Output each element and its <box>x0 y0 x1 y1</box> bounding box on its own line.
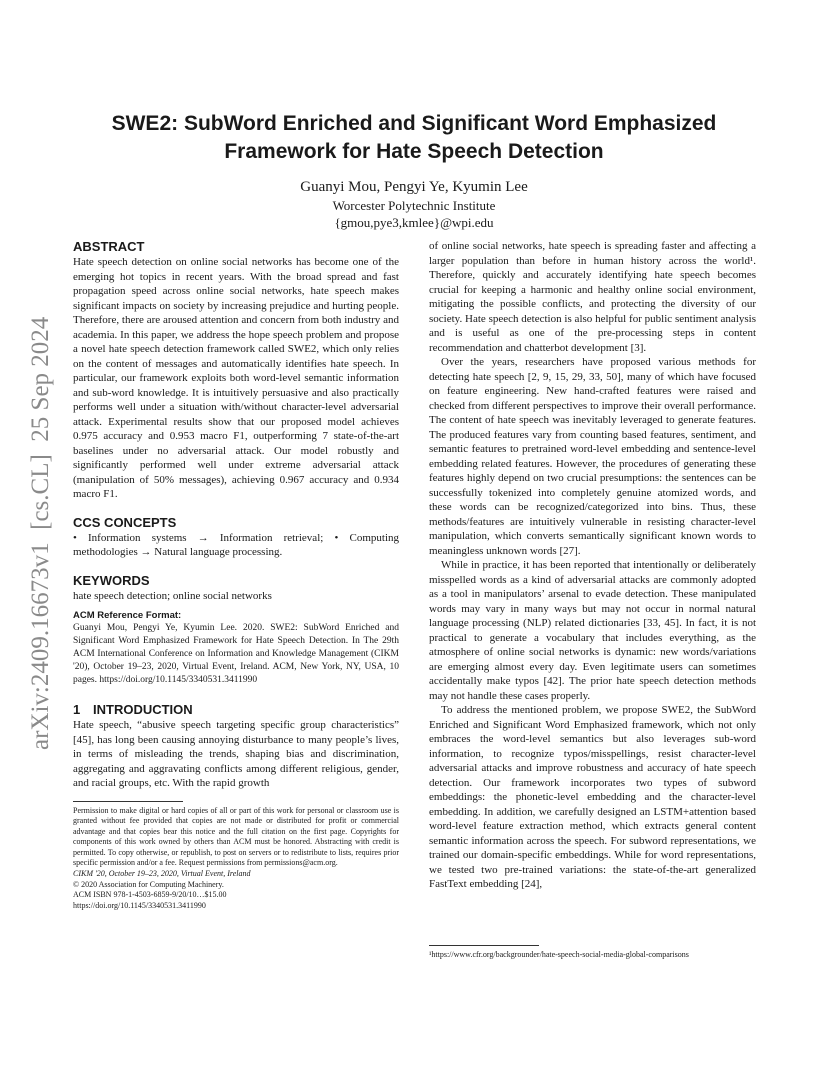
acm-reference <box>73 609 399 687</box>
doi-line: https://doi.org/10.1145/3340531.3411990 <box>73 900 206 910</box>
footnote-rule-right <box>429 945 539 946</box>
email: {gmou,pye3,kmlee}@wpi.edu <box>334 215 494 230</box>
right-paragraph-1: of online social networks, hate speech is spreading faster and affecting a larger population than before in human history across the world¹. Therefore, quickly and accurately identifying hate speech becomes crucial for keeping a harmonic and healthy online social environment, mitigating the possible conflicts, and protecting the diversity of our society. Hate speech detection is also helpful for public sentiment analysis and is useful as one of the pre-processing steps in content recommendation and chatterbot development [3]. <box>429 240 756 354</box>
intro-title: INTRODUCTION <box>93 702 193 717</box>
conference-line: CIKM '20, October 19–23, 2020, Virtual Event, Ireland <box>73 869 251 879</box>
footnote-rule <box>73 801 183 802</box>
intro-paragraph: Hate speech, “abusive speech targeting specific group characteristics” [45], has long been causing annoying disturbance to many people’s lives, in terms of misleading the trends, shaping bias and discrimination, aggregating and aggravating conflicts among different religious, gender, and racial groups, etc. With the rapid growth <box>73 719 399 789</box>
arxiv-id-text: arXiv:2409.16673v1 [cs.CL] 25 Sep 2024 <box>27 316 54 750</box>
right-column <box>429 239 756 892</box>
title-line-1: SWE2: SubWord Enriched and Significant Word Emphasized <box>111 112 717 135</box>
affiliation: Worcester Polytechnic Institute <box>332 198 496 213</box>
isbn-line: ACM ISBN 978-1-4503-6859-9/20/10…$15.00 <box>73 890 227 900</box>
right-paragraph-2: Over the years, researchers have proposed various methods for detecting hate speech [2, 9, 15, 29, 33, 50], many of which have focused on feature engineering. New hand-crafted features were raised and checked from different perspectives to improve their overall performance. The content of hate speech was inevitably leveraged to generate features. The produced features vary from counting based features, sentiment, and semantic features to pretrained word-level embedding and sentence-level embedding related features. However, the procedures of generating these features highly depend on two crucial presumptions: the sentences can be successfully tokenized into completely genuine atomized words, and these words can be recognized/categorized into bins. Thus, these methods/features are intuitively vulnerable in resisting character-level manipulation, which converts semantically significant known words to meaningless unknown words [27]. <box>429 356 756 557</box>
title-line-2: Framework for Hate Speech Detection <box>224 140 604 163</box>
abstract-text: Hate speech detection on online social networks has become one of the emerging hot topics in recent years. With the broad spread and fast propagation speed across online social networks, hate speech makes significant impacts on society by increasing prejudice and hurting people. Therefore, there are aroused attention and concern from both industry and academia. In this paper, we address the hope speech problem and propose a novel hate speech detection framework called SWE2, which only relies on the content of messages and automatically identifies hate speech. In particular, our framework exploits both word-level semantic information and sub-word knowledge. It is intuitively persuasive and also practically performs well under a situation with/without character-level adversarial attack. Experimental results show that our proposed model achieves 0.975 accuracy and 0.953 macro F1, outperforming 7 state-of-the-art baselines under no adversarial attack. Our model robustly and significantly performed well under extreme adversarial attack (manipulation of 50% messages), achieving 0.967 accuracy and 0.934 macro F1. <box>73 256 399 500</box>
acm-ref-heading: ACM Reference Format: <box>73 610 182 621</box>
right-paragraph-4: To address the mentioned problem, we propose SWE2, the SubWord Enriched and Significant Word Emphasized framework, which not only embraces the word-level semantics but also leverages sub-word information, to recognize typos/misspellings, resist character-level adversarial attacks and improve robustness and accuracy of hate speech detection. Our framework incorporates two types of subword embeddings: the phonetic-level embedding and the character-level embedding. In addition, we carefully designed an LSTM+attention based word-level feature extraction method, which extracts general content semantic information across the speech. For subword representations, we trained our domain-specific embeddings. While for word representations, we tested two pre-trained variations: the state-of-the-art generalized FastText embedding [24], <box>429 704 756 890</box>
acm-ref-text: Guanyi Mou, Pengyi Ye, Kyumin Lee. 2020. SWE2: SubWord Enriched and Significant Word Emphasized Framework for Hate Speech Detection. In The 29th ACM International Conference on Information and Knowledge Management (CIKM '20), October 19–23, 2020, Virtual Event, Ireland. ACM, New York, NY, USA, 10 pages. https://doi.org/10.1145/3340531.3411990 <box>73 623 399 685</box>
authors: Guanyi Mou, Pengyi Ye, Kyumin Lee <box>300 179 528 195</box>
abstract-heading: ABSTRACT <box>73 239 145 254</box>
arxiv-identifier <box>10 290 70 750</box>
intro-heading <box>73 701 399 718</box>
keywords-text: hate speech detection; online social networks <box>73 589 272 602</box>
right-paragraph-3: While in practice, it has been reported that intentionally or deliberately misspelled words as a kind of adversarial attacks are commonly adopted as a tool in manipulators’ arsenal to evade detection. These manipulated words may vary in many ways but may not occur in normal natural language processing (NLP) related dictionaries [33, 45]. In fact, it is not practical to generate a vocabulary that includes everything, as the atmosphere of online social networks is dynamic: new words/variations are emerging almost every day. Even legitimate users can sometimes accidentally make typos [42]. The prior hate speech detection methods may not handle these cases properly. <box>429 559 756 702</box>
left-column <box>73 238 399 911</box>
ccs-heading: CCS CONCEPTS <box>73 514 177 530</box>
intro-number: 1 <box>73 702 81 717</box>
footnote-text: ¹https://www.cfr.org/backgrounder/hate-speech-social-media-global-comparisons <box>429 950 689 959</box>
copyright-line: © 2020 Association for Computing Machinery. <box>73 879 224 889</box>
paper-title <box>80 110 748 166</box>
ccs-text: • Information systems → Information retrieval; • Computing methodologies → Natural language processing. <box>73 531 399 558</box>
footnote <box>429 945 756 960</box>
permission-block <box>73 806 399 912</box>
keywords-heading: KEYWORDS <box>73 572 150 588</box>
permission-text: Permission to make digital or hard copies of all or part of this work for personal or classroom use is granted without fee provided that copies are not made or distributed for profit or commercial advantage and that copies bear this notice and the full citation on the first page. Copyrights for components of this work owned by others than ACM must be honored. Abstracting with credit is permitted. To copy otherwise, or republish, to post on servers or to redistribute to lists, requires prior specific permission and/or a fee. Request permissions from permissions@acm.org. <box>73 805 399 868</box>
